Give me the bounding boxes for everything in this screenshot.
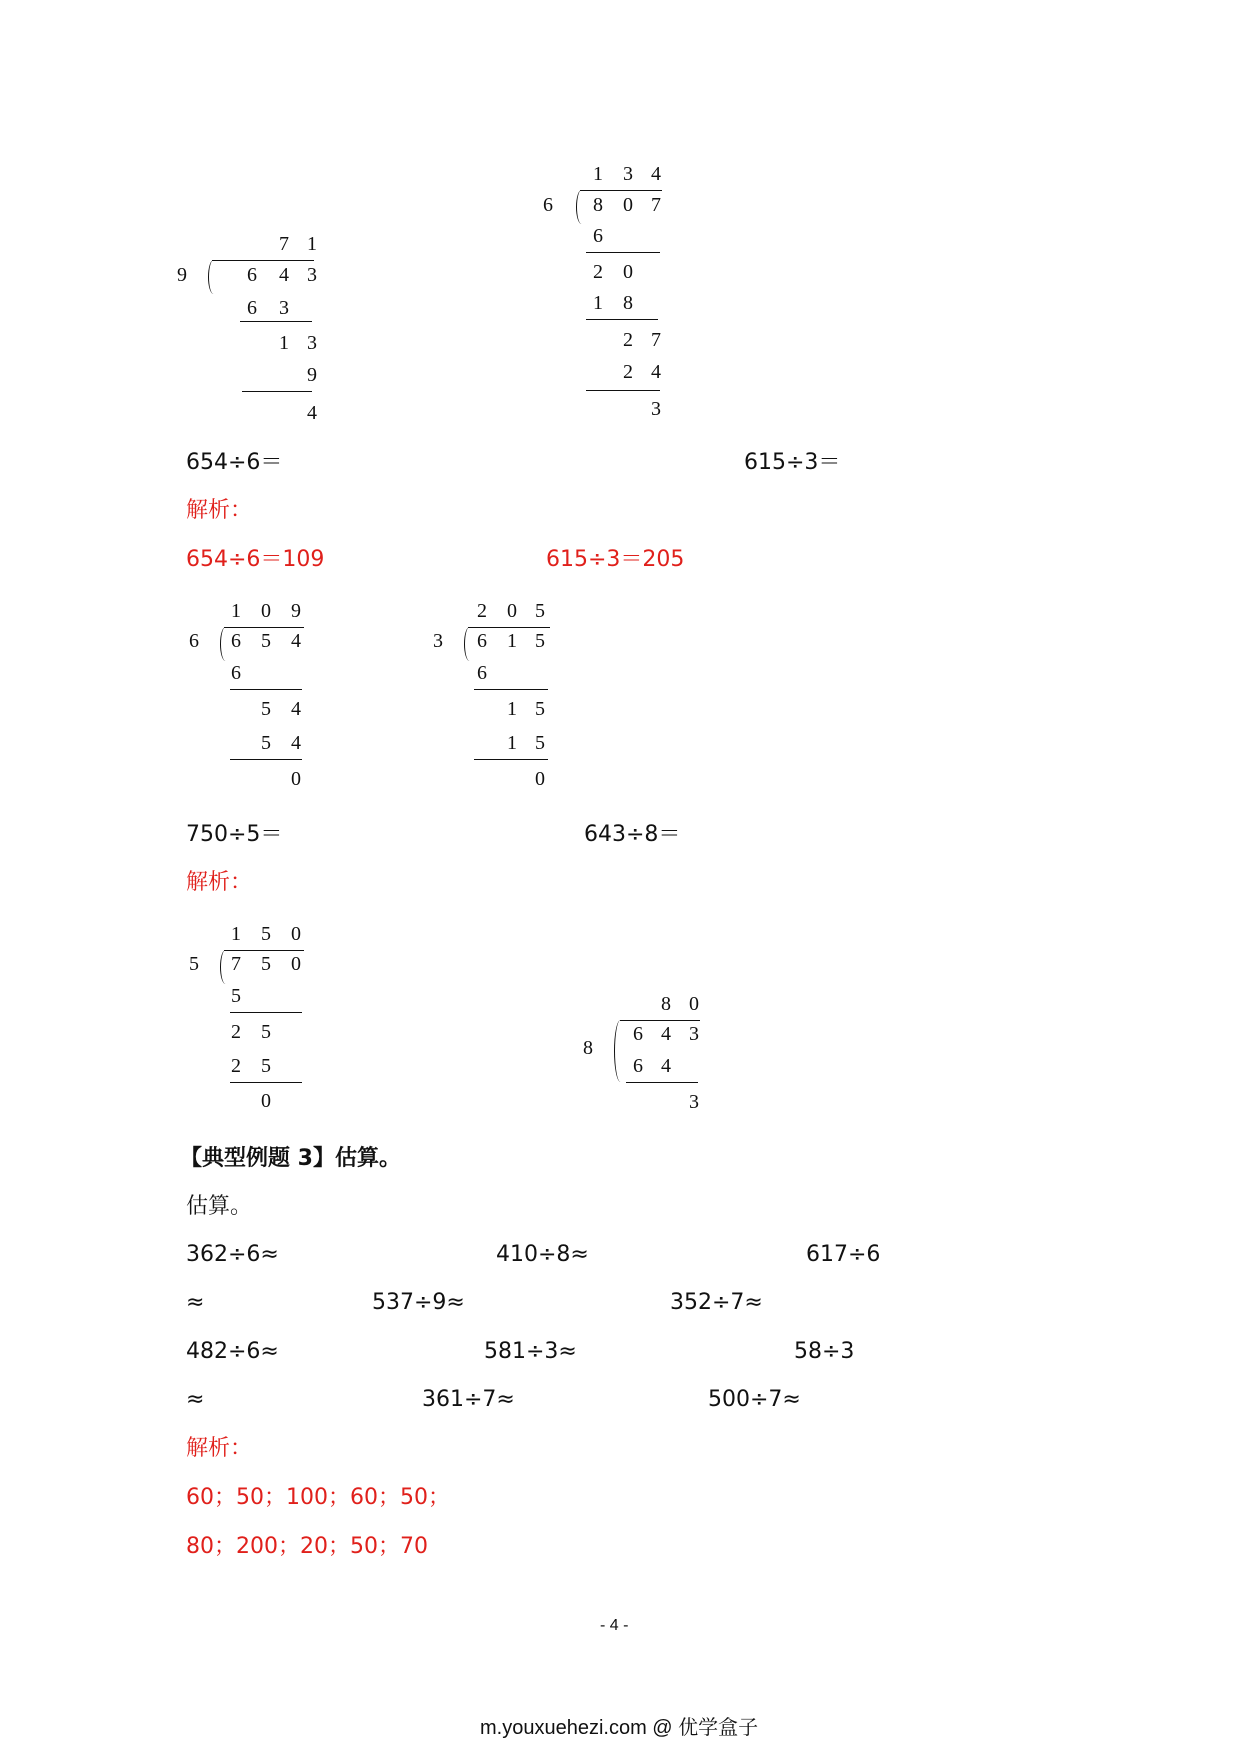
ld-divisor: 9 — [177, 264, 187, 286]
ld-quotient-digit: 5 — [535, 600, 545, 622]
ld-rule — [242, 391, 312, 392]
estimate-item: 617÷6 — [806, 1242, 881, 1267]
example-3-instruction: 估算。 — [186, 1194, 253, 1219]
ld-step-digit: 5 — [261, 732, 271, 754]
estimate-item: 410÷8≈ — [496, 1242, 589, 1267]
ld-rule — [230, 759, 302, 760]
ld-dividend-digit: 5 — [261, 953, 271, 975]
problem-615-div-3: 615÷3＝ — [744, 450, 841, 475]
ld-dividend-digit: 4 — [291, 630, 301, 652]
ld-dividend-digit: 6 — [247, 264, 257, 286]
ld-step-digit: 1 — [279, 332, 289, 354]
ld-quotient-digit: 0 — [507, 600, 517, 622]
ld-step-digit: 4 — [291, 732, 301, 754]
ld-dividend-digit: 7 — [651, 194, 661, 216]
long-division-615-by-3 — [430, 598, 570, 798]
estimate-item: 361÷7≈ — [422, 1387, 515, 1412]
ld-step-digit: 5 — [231, 985, 241, 1007]
ld-step-digit: 2 — [623, 361, 633, 383]
ld-vinculum — [468, 627, 550, 628]
ld-step-digit: 3 — [279, 297, 289, 319]
ld-step-digit: 3 — [307, 332, 317, 354]
analysis-label: 解析： — [186, 498, 253, 523]
estimate-item: 482÷6≈ — [186, 1339, 279, 1364]
estimate-item: ≈ — [186, 1290, 205, 1315]
ld-quotient-digit: 1 — [593, 163, 603, 185]
ld-step-digit: 6 — [247, 297, 257, 319]
ld-quotient-digit: 4 — [651, 163, 661, 185]
ld-divisor: 6 — [189, 630, 199, 652]
ld-vinculum — [212, 260, 314, 261]
page-number: - 4 - — [600, 1617, 629, 1634]
long-division-654-by-6 — [186, 598, 326, 798]
ld-dividend-digit: 6 — [633, 1023, 643, 1045]
analysis-label: 解析： — [186, 1436, 253, 1461]
ld-dividend-digit: 6 — [231, 630, 241, 652]
ld-remainder-digit: 0 — [291, 768, 301, 790]
ld-quotient-digit: 8 — [661, 993, 671, 1015]
example-3-title: 【典型例题 3】估算。 — [180, 1146, 401, 1171]
ld-quotient-digit: 2 — [477, 600, 487, 622]
ld-rule — [586, 252, 660, 253]
estimate-answers-line-2: 80；200；20；50；70 — [186, 1534, 428, 1559]
ld-rule — [240, 321, 312, 322]
ld-rule — [474, 759, 548, 760]
estimate-item: 581÷3≈ — [484, 1339, 577, 1364]
ld-dividend-digit: 3 — [307, 264, 317, 286]
ld-step-digit: 4 — [651, 361, 661, 383]
ld-step-digit: 6 — [633, 1055, 643, 1077]
estimate-item: 500÷7≈ — [708, 1387, 801, 1412]
ld-step-digit: 9 — [307, 364, 317, 386]
ld-remainder-digit: 3 — [689, 1091, 699, 1113]
ld-quotient-digit: 1 — [231, 600, 241, 622]
ld-step-digit: 7 — [651, 329, 661, 351]
ld-bracket — [614, 1020, 627, 1082]
ld-step-digit: 2 — [231, 1021, 241, 1043]
ld-remainder-digit: 0 — [261, 1090, 271, 1112]
ld-step-digit: 4 — [291, 698, 301, 720]
ld-quotient-digit: 3 — [623, 163, 633, 185]
ld-dividend-digit: 5 — [535, 630, 545, 652]
long-division-807-by-6 — [542, 160, 702, 435]
ld-rule — [230, 689, 302, 690]
estimate-item: ≈ — [186, 1387, 205, 1412]
ld-dividend-digit: 7 — [231, 953, 241, 975]
ld-step-digit: 2 — [623, 329, 633, 351]
answer-615-div-3: 615÷3＝205 — [546, 547, 685, 572]
estimate-item: 537÷9≈ — [372, 1290, 465, 1315]
ld-step-digit: 5 — [535, 732, 545, 754]
ld-rule — [474, 689, 548, 690]
ld-remainder-digit: 3 — [651, 398, 661, 420]
estimate-item: 352÷7≈ — [670, 1290, 763, 1315]
ld-divisor: 3 — [433, 630, 443, 652]
ld-divisor: 6 — [543, 194, 553, 216]
ld-step-digit: 5 — [535, 698, 545, 720]
ld-rule — [586, 390, 660, 391]
ld-quotient-digit: 0 — [291, 923, 301, 945]
ld-step-digit: 5 — [261, 1021, 271, 1043]
estimate-item: 362÷6≈ — [186, 1242, 279, 1267]
ld-step-digit: 4 — [661, 1055, 671, 1077]
problem-643-div-8: 643÷8＝ — [584, 822, 681, 847]
ld-step-digit: 6 — [593, 225, 603, 247]
ld-step-digit: 0 — [623, 261, 633, 283]
ld-quotient-digit: 1 — [231, 923, 241, 945]
ld-dividend-digit: 0 — [291, 953, 301, 975]
ld-dividend-digit: 4 — [661, 1023, 671, 1045]
ld-step-digit: 1 — [593, 292, 603, 314]
ld-step-digit: 1 — [507, 698, 517, 720]
ld-vinculum — [580, 190, 662, 191]
ld-quotient-digit: 9 — [291, 600, 301, 622]
ld-rule — [586, 319, 658, 320]
long-division-643-by-8 — [580, 992, 720, 1122]
analysis-label: 解析： — [186, 870, 253, 895]
estimate-answers-line-1: 60；50；100；60；50； — [186, 1485, 450, 1510]
footer-site: m.youxuehezi.com @ 优学盒子 — [480, 1717, 759, 1739]
ld-step-digit: 2 — [231, 1055, 241, 1077]
ld-rule — [230, 1012, 302, 1013]
ld-divisor: 5 — [189, 953, 199, 975]
ld-bracket — [208, 260, 219, 294]
ld-dividend-digit: 1 — [507, 630, 517, 652]
ld-dividend-digit: 5 — [261, 630, 271, 652]
ld-step-digit: 1 — [507, 732, 517, 754]
ld-dividend-digit: 4 — [279, 264, 289, 286]
problem-750-div-5: 750÷5＝ — [186, 822, 283, 847]
ld-step-digit: 5 — [261, 1055, 271, 1077]
ld-vinculum — [224, 627, 304, 628]
ld-divisor: 8 — [583, 1037, 593, 1059]
answer-654-div-6: 654÷6＝109 — [186, 547, 325, 572]
ld-quotient-digit: 0 — [261, 600, 271, 622]
ld-remainder-digit: 4 — [307, 402, 317, 424]
ld-dividend-digit: 6 — [477, 630, 487, 652]
ld-step-digit: 6 — [231, 662, 241, 684]
ld-quotient-digit: 1 — [307, 233, 317, 255]
ld-quotient-digit: 7 — [279, 233, 289, 255]
ld-bracket — [576, 190, 587, 224]
ld-rule — [626, 1082, 698, 1083]
long-division-643-by-9 — [170, 200, 330, 435]
ld-vinculum — [620, 1020, 700, 1021]
ld-quotient-digit: 0 — [689, 993, 699, 1015]
ld-step-digit: 2 — [593, 261, 603, 283]
ld-remainder-digit: 0 — [535, 768, 545, 790]
ld-rule — [230, 1082, 302, 1083]
ld-dividend-digit: 8 — [593, 194, 603, 216]
long-division-750-by-5 — [186, 922, 326, 1122]
estimate-item: 58÷3 — [794, 1339, 855, 1364]
ld-step-digit: 8 — [623, 292, 633, 314]
ld-dividend-digit: 3 — [689, 1023, 699, 1045]
ld-step-digit: 6 — [477, 662, 487, 684]
ld-quotient-digit: 5 — [261, 923, 271, 945]
ld-dividend-digit: 0 — [623, 194, 633, 216]
ld-vinculum — [224, 950, 304, 951]
problem-654-div-6: 654÷6＝ — [186, 450, 283, 475]
ld-step-digit: 5 — [261, 698, 271, 720]
